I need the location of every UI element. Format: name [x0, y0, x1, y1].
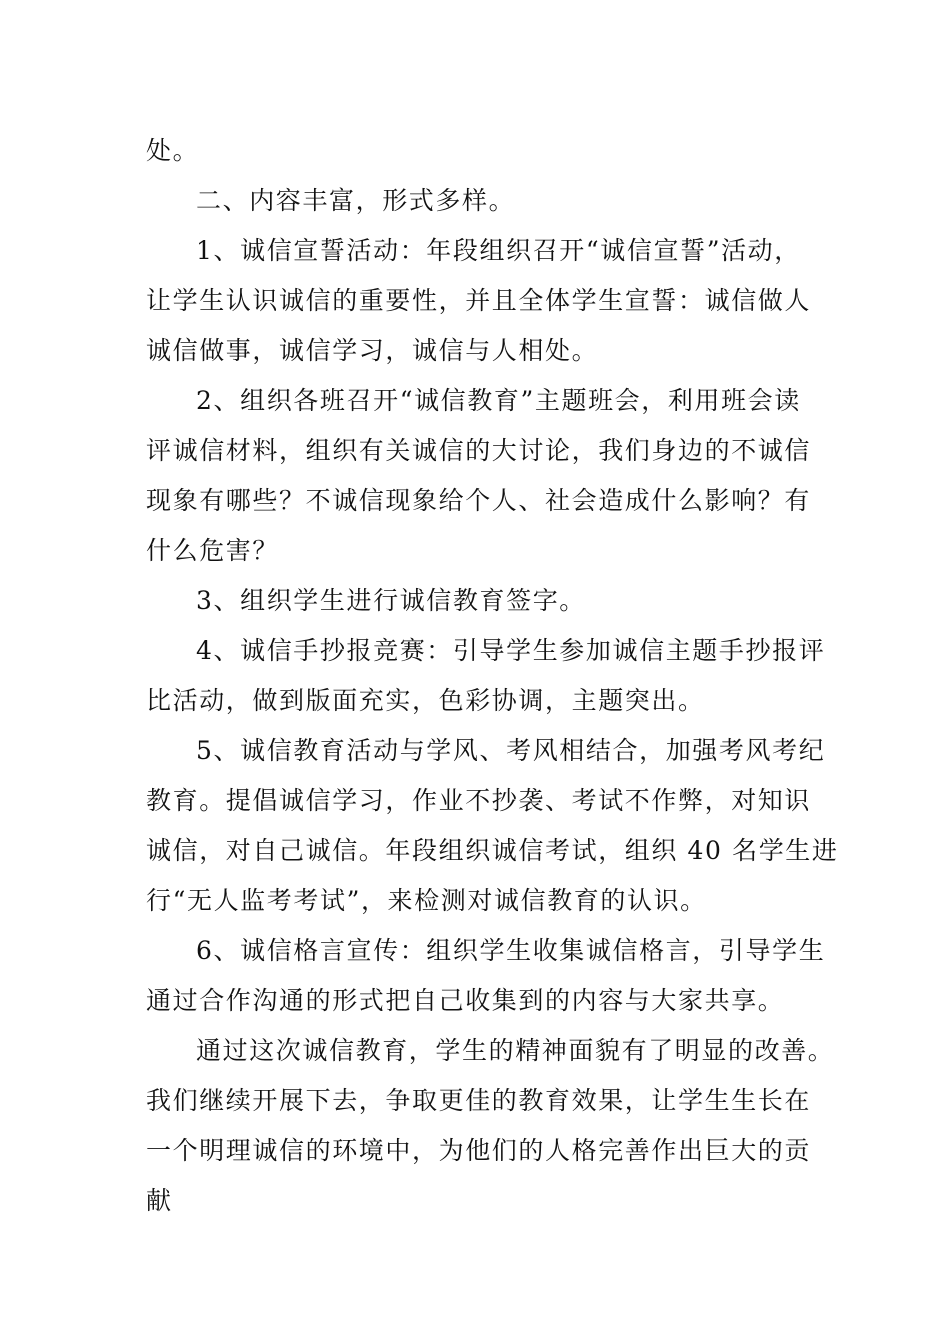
- text-line: 通过合作沟通的形式把自己收集到的内容与大家共享。: [146, 986, 785, 1015]
- text-line: 2、组织各班召开“诚信教育”主题班会，利用班会读: [196, 386, 801, 415]
- text-line: 我们继续开展下去，争取更佳的教育效果，让学生生长在: [146, 1086, 812, 1115]
- text-line: 献: [146, 1186, 173, 1215]
- text-line: 诚信做事，诚信学习，诚信与人相处。: [146, 336, 599, 365]
- text-line: 教育。提倡诚信学习，作业不抄袭、考试不作弊，对知识: [146, 786, 812, 815]
- section-heading: 二、内容丰富，形式多样。: [196, 186, 516, 215]
- text-line: 5、诚信教育活动与学风、考风相结合，加强考风考纪: [196, 736, 826, 765]
- text-line: 现象有哪些？不诚信现象给个人、社会造成什么影响？有: [146, 486, 812, 515]
- text-line: 什么危害？: [146, 536, 280, 565]
- text-line: 诚信，对自己诚信。年段组织诚信考试，组织 40 名学生进: [146, 836, 839, 865]
- text-line: 4、诚信手抄报竞赛：引导学生参加诚信主题手抄报评: [196, 636, 826, 665]
- text-line: 1、诚信宣誓活动：年段组织召开“诚信宣誓”活动，: [196, 236, 801, 265]
- text-line: 通过这次诚信教育，学生的精神面貌有了明显的改善。: [196, 1036, 835, 1065]
- text-line: 让学生认识诚信的重要性，并且全体学生宣誓：诚信做人: [146, 286, 812, 315]
- text-line: 一个明理诚信的环境中，为他们的人格完善作出巨大的贡: [146, 1136, 812, 1165]
- text-line: 比活动，做到版面充实，色彩协调，主题突出。: [146, 686, 705, 715]
- text-line: 评诚信材料，组织有关诚信的大讨论，我们身边的不诚信: [146, 436, 812, 465]
- text-line: 6、诚信格言宣传：组织学生收集诚信格言，引导学生: [196, 936, 826, 965]
- text-line: 3、组织学生进行诚信教育签字。: [196, 586, 586, 615]
- text-line: 处。: [146, 136, 200, 165]
- text-line: 行“无人监考考试”，来检测对诚信教育的认识。: [146, 886, 707, 915]
